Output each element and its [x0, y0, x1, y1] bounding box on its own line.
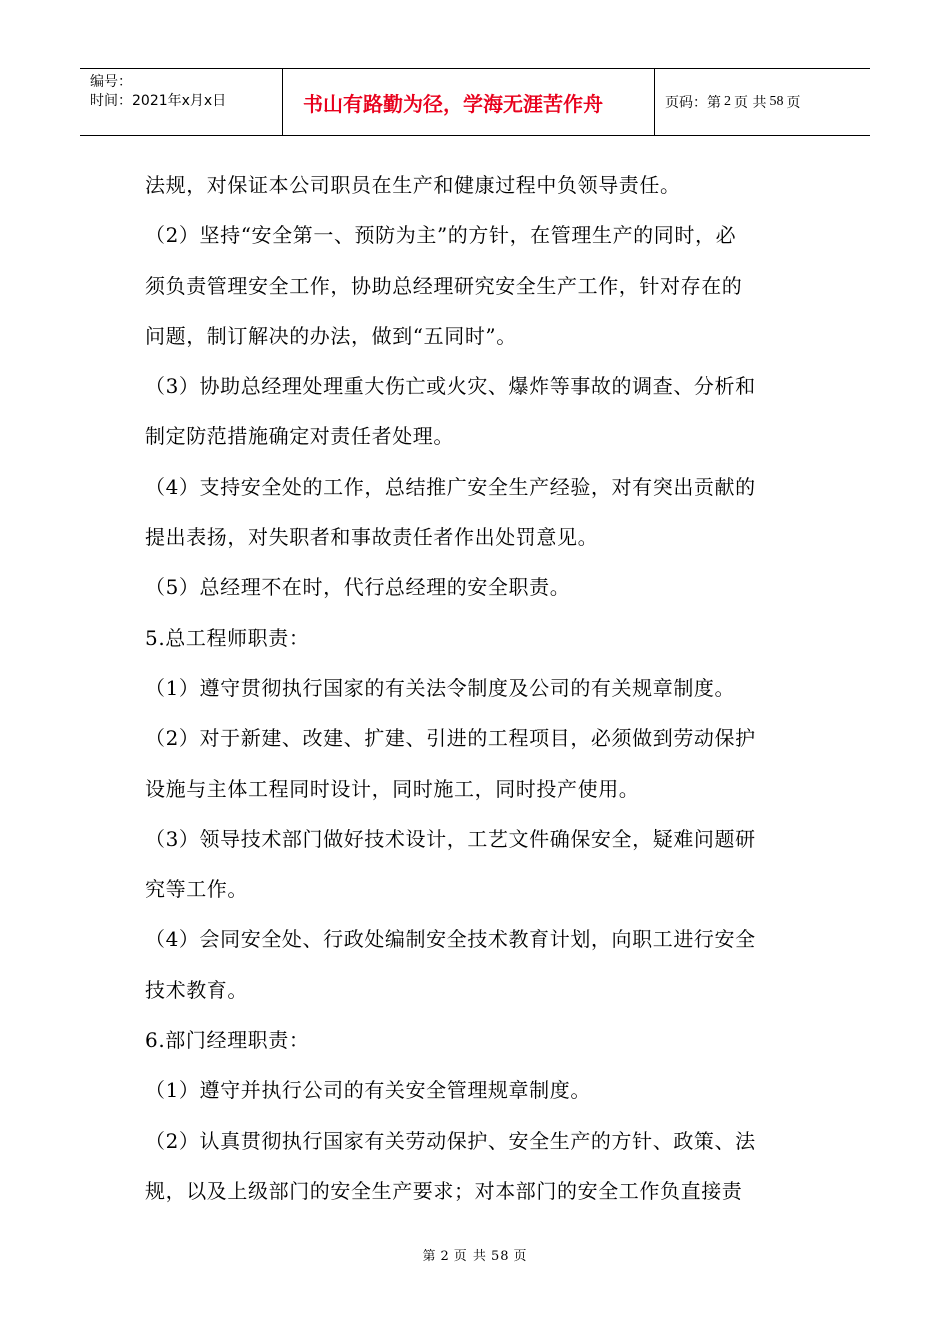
body-line: 法规，对保证本公司职员在生产和健康过程中负领导责任。 [145, 173, 681, 197]
header-motto: 书山有路勤为径，学海无涯苦作舟 [282, 69, 655, 135]
body-line: （4）会同安全处、行政处编制安全技术教育计划，向职工进行安全 [145, 927, 756, 952]
body-line: 技术教育。 [145, 977, 248, 1002]
page-header [80, 68, 870, 136]
footer-total: 58 [490, 1249, 510, 1264]
body-line: （5）总经理不在时，代行总经理的安全职责。 [145, 575, 571, 600]
footer-mid: 页 共 [453, 1249, 487, 1264]
body-line: 问题，制订解决的办法，做到“五同时”。 [145, 323, 517, 348]
footer-current: 2 [440, 1249, 450, 1264]
page-mid: 页 共 [734, 95, 767, 111]
body-line: 规，以及上级部门的安全生产要求；对本部门的安全工作负直接责 [145, 1178, 743, 1203]
body-line: （1）遵守贯彻执行国家的有关法令制度及公司的有关规章制度。 [145, 675, 736, 700]
page-total: 58 [769, 94, 784, 109]
number-label: 编号： [90, 74, 132, 90]
body-line: （4）支持安全处的工作，总结推广安全生产经验，对有突出贡献的 [145, 474, 756, 499]
document-body [145, 160, 810, 1216]
page-footer [0, 1245, 950, 1264]
body-line: （2）认真贯彻执行国家有关劳动保护、安全生产的方针、政策、法 [145, 1128, 756, 1153]
section-heading: 5.总工程师职责： [145, 625, 310, 650]
footer-prefix: 第 [422, 1249, 437, 1264]
body-line: 设施与主体工程同时设计，同时施工，同时投产使用。 [145, 776, 640, 801]
body-line: （3）协助总经理处理重大伤亡或火灾、爆炸等事故的调查、分析和 [145, 374, 756, 399]
body-line: （1）遵守并执行公司的有关安全管理规章制度。 [145, 1078, 591, 1103]
body-line: （3）领导技术部门做好技术设计，工艺文件确保安全，疑难问题研 [145, 826, 756, 851]
header-page-number [655, 69, 870, 135]
body-line: 提出表扬，对失职者和事故责任者作出处罚意见。 [145, 525, 599, 550]
body-line: （2）对于新建、改建、扩建、引进的工程项目，必须做到劳动保护 [145, 726, 756, 751]
date-label: 时间：2021年x月x日 [90, 93, 227, 109]
body-line: （2）坚持“安全第一、预防为主”的方针，在管理生产的同时，必 [145, 223, 737, 248]
section-heading: 6.部门经理职责： [145, 1028, 310, 1053]
header-meta [80, 69, 282, 135]
body-line: 究等工作。 [145, 877, 248, 902]
body-line: 制定防范措施确定对责任者处理。 [145, 424, 454, 449]
footer-suffix: 页 [513, 1249, 528, 1264]
page-suffix: 页 [786, 95, 801, 111]
body-line: 须负责管理安全工作，协助总经理研究安全生产工作，针对存在的 [145, 273, 743, 298]
page-current: 2 [724, 94, 731, 109]
page-prefix: 页码：第 [665, 95, 721, 111]
